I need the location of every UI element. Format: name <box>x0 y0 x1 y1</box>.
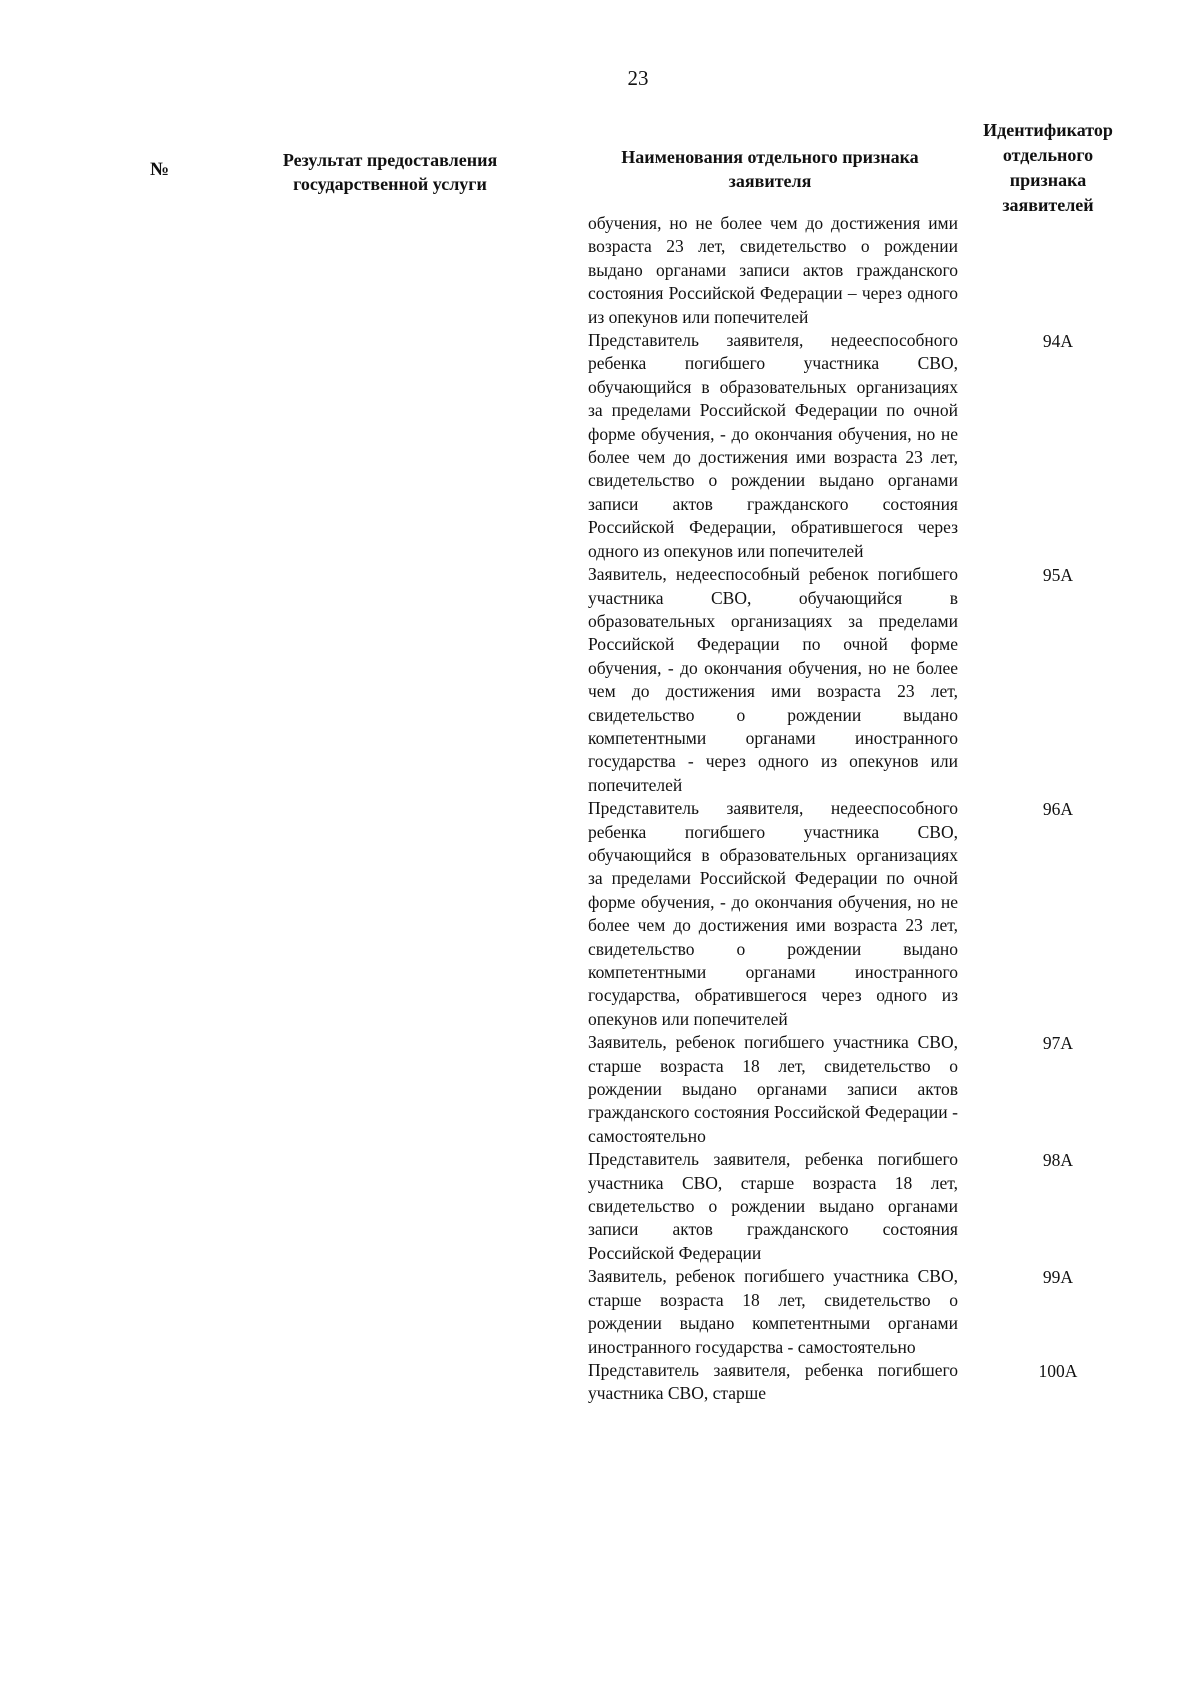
row-description: Представитель заявителя, недееспособного ребенка погибшего участника СВО, обучающийся в образовательных организациях за пределами Российской Федерации по очной форме обучения, - до окончания обучения, но не более чем до достижения ими возраста 23 лет, свидетельство о рождении выдано органами записи актов гражданского состояния Российской Федерации, обратившегося через одного из опекунов или попечителей <box>588 330 958 561</box>
row-description: Заявитель, ребенок погибшего участника СВО, старше возраста 18 лет, свидетельство о рождении выдано компетентными органами иностранного государства - самостоятельно <box>588 1266 958 1357</box>
table-row <box>588 797 1074 1031</box>
row-description: Заявитель, недееспособный ребенок погибшего участника СВО, обучающийся в образовательных организациях за пределами Российской Федерации по очной форме обучения, - до окончания обучения, но не более чем до достижения ими возраста 23 лет, свидетельство о рождении выдано компетентными органами иностранного государства - через одного из опекунов или попечителей <box>588 564 958 795</box>
row-identifier: 94А <box>1042 331 1074 352</box>
column-header-identifier: Идентификатор отдельного признака заявителей <box>983 120 1113 215</box>
table-row <box>588 1359 1078 1406</box>
table-row <box>588 1031 1074 1148</box>
table-row <box>588 1265 1074 1359</box>
row-identifier: 99А <box>1042 1267 1074 1288</box>
row-identifier: 97А <box>1042 1033 1074 1054</box>
table-body <box>588 212 1078 1406</box>
column-header-applicant-feature: Наименования отдельного признака заявителя <box>621 147 919 191</box>
page-number: 23 <box>627 66 649 90</box>
row-identifier: 95А <box>1042 565 1074 586</box>
table-row <box>588 329 1074 563</box>
row-identifier: 96А <box>1042 799 1074 820</box>
column-header-number: № <box>150 159 170 180</box>
table-row <box>588 563 1074 797</box>
table-row-continuation <box>588 212 958 329</box>
row-identifier: 100А <box>1038 1360 1078 1381</box>
row-identifier: 98А <box>1042 1150 1074 1171</box>
column-header-result: Результат предоставления государственной услуги <box>282 150 498 194</box>
row-description: Представитель заявителя, ребенка погибшего участника СВО, старше <box>588 1359 958 1404</box>
row-description: Заявитель, ребенок погибшего участника СВО, старше возраста 18 лет, свидетельство о рождении выдано органами записи актов гражданского состояния Российской Федерации - самостоятельно <box>588 1032 958 1146</box>
row-description: Представитель заявителя, недееспособного ребенка погибшего участника СВО, обучающийся в образовательных организациях за пределами Российской Федерации по очной форме обучения, - до окончания обучения, но не более чем до достижения ими возраста 23 лет, свидетельство о рождении выдано компетентными органами иностранного государства, обратившегося через одного из опекунов или попечителей <box>588 798 958 1029</box>
row-description: обучения, но не более чем до достижения ими возраста 23 лет, свидетельство о рождении выдано органами записи актов гражданского состояния Российской Федерации – через одного из опекунов или попечителей <box>588 213 958 327</box>
table-row <box>588 1148 1074 1265</box>
row-description: Представитель заявителя, ребенка погибшего участника СВО, старше возраста 18 лет, свидетельство о рождении выдано органами записи актов гражданского состояния Российской Федерации <box>588 1149 958 1263</box>
